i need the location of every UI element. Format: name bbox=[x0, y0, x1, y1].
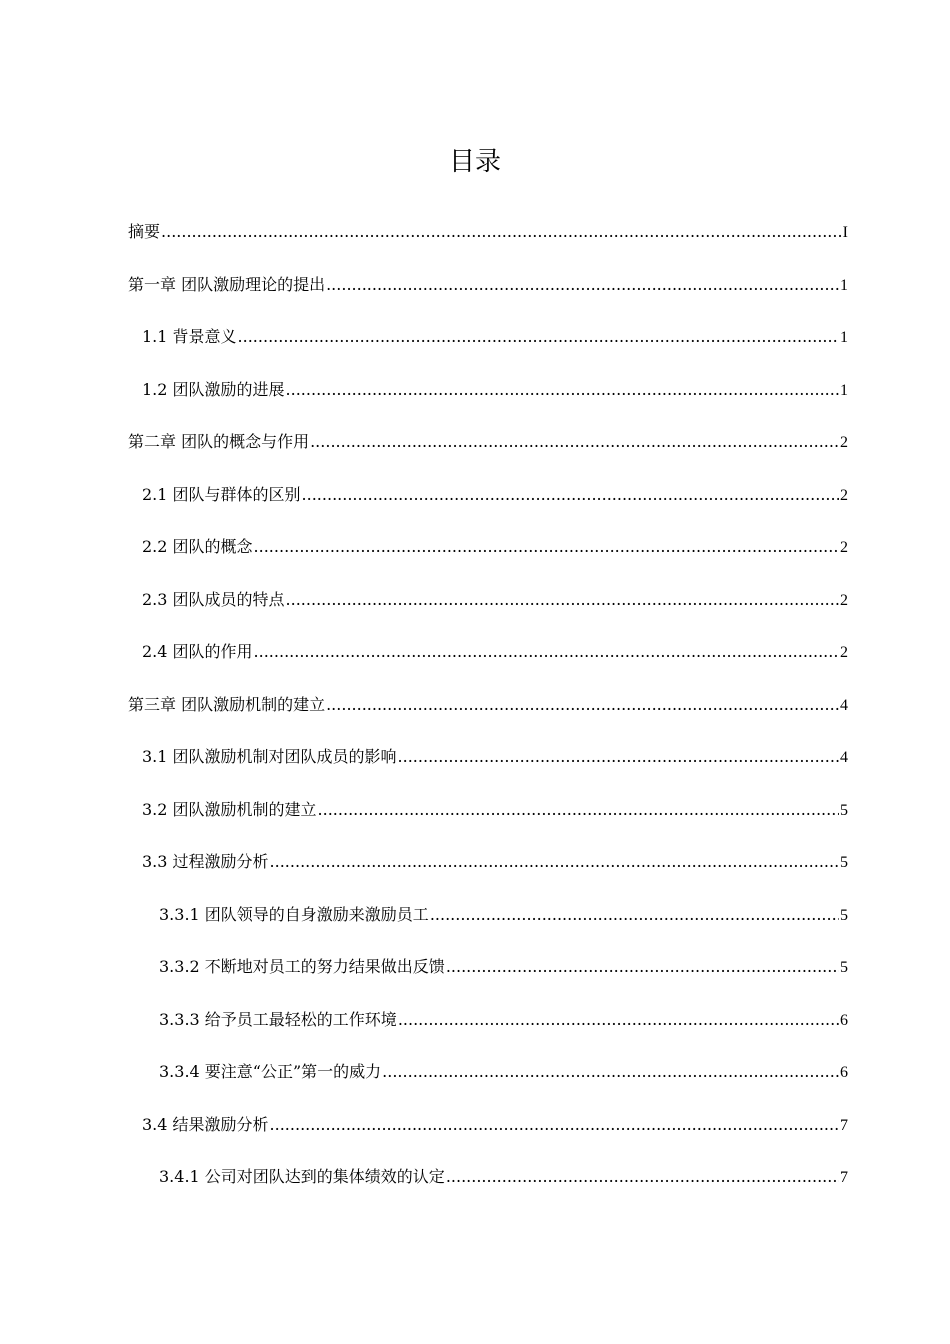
dot-leader bbox=[318, 795, 839, 825]
dot-leader bbox=[254, 532, 839, 562]
dot-leader bbox=[286, 585, 839, 615]
toc-entry-text: 3.3.3 给予员工最轻松的工作环境 bbox=[159, 1009, 397, 1029]
toc-entry-text: 3.3.1 团队领导的自身激励来激励员工 bbox=[159, 904, 429, 924]
dot-leader bbox=[270, 1110, 839, 1140]
toc-page-number: 2 bbox=[840, 591, 848, 609]
dot-leader bbox=[326, 270, 839, 300]
toc-entry[interactable] bbox=[128, 1162, 848, 1215]
toc-entry[interactable] bbox=[128, 900, 848, 953]
dot-leader bbox=[446, 952, 839, 982]
toc-entry-text: 3.3.2 不断地对员工的努力结果做出反馈 bbox=[159, 957, 445, 976]
toc-page-number: 1 bbox=[840, 276, 848, 294]
toc-entry[interactable] bbox=[128, 270, 848, 323]
dot-leader bbox=[238, 322, 839, 352]
dot-leader bbox=[382, 1057, 839, 1087]
toc-page-number: 2 bbox=[840, 539, 848, 556]
toc-entry[interactable] bbox=[128, 742, 848, 795]
dot-leader bbox=[286, 375, 839, 405]
toc-entry[interactable] bbox=[128, 690, 848, 743]
dot-leader bbox=[270, 847, 839, 877]
toc-entry-text: 2.4 团队的作用 bbox=[142, 642, 253, 661]
toc-page-number: 4 bbox=[840, 749, 848, 766]
toc-entry[interactable] bbox=[128, 1057, 848, 1110]
toc-page-number: 4 bbox=[840, 696, 848, 714]
toc-entry[interactable] bbox=[128, 795, 848, 848]
toc-page-number: 2 bbox=[840, 434, 848, 451]
toc-entry-text: 3.1 团队激励机制对团队成员的影响 bbox=[142, 747, 397, 766]
dot-leader bbox=[398, 742, 839, 772]
toc-page-number: 6 bbox=[840, 1011, 848, 1029]
toc-entry-text: 3.3 过程激励分析 bbox=[142, 852, 269, 871]
toc-entry[interactable] bbox=[128, 952, 848, 1005]
dot-leader bbox=[302, 480, 839, 510]
toc-entry[interactable] bbox=[128, 217, 848, 270]
toc-page-number: 1 bbox=[840, 329, 848, 346]
toc-entry[interactable] bbox=[128, 427, 848, 480]
toc-page-number: 7 bbox=[840, 1169, 848, 1186]
toc-page-number: 2 bbox=[840, 644, 848, 661]
dot-leader bbox=[446, 1162, 839, 1192]
toc-entry-text: 摘要 bbox=[128, 222, 161, 241]
toc-page-number: 7 bbox=[840, 1116, 848, 1134]
table-of-contents bbox=[128, 217, 848, 1215]
dot-leader bbox=[326, 690, 839, 720]
dot-leader bbox=[161, 217, 842, 247]
toc-entry-text: 2.1 团队与群体的区别 bbox=[142, 484, 301, 504]
page-title: 目录 bbox=[448, 147, 501, 177]
dot-leader bbox=[430, 900, 839, 930]
toc-entry-text: 3.4.1 公司对团队达到的集体绩效的认定 bbox=[159, 1167, 445, 1186]
toc-entry-text: 3.2 团队激励机制的建立 bbox=[142, 799, 317, 819]
toc-entry[interactable] bbox=[128, 1110, 848, 1163]
toc-page-number: 5 bbox=[840, 801, 848, 819]
toc-page-number: 6 bbox=[840, 1064, 848, 1081]
toc-page-number: 2 bbox=[840, 486, 848, 504]
toc-entry-text: 1.1 背景意义 bbox=[142, 327, 237, 346]
toc-entry-text: 3.4 结果激励分析 bbox=[142, 1114, 269, 1134]
toc-entry-text: 2.3 团队成员的特点 bbox=[142, 589, 285, 609]
toc-entry[interactable] bbox=[128, 585, 848, 638]
toc-entry[interactable] bbox=[128, 480, 848, 533]
toc-entry[interactable] bbox=[128, 1005, 848, 1058]
toc-page-number: 1 bbox=[840, 381, 848, 399]
toc-page-number: I bbox=[842, 224, 848, 241]
dot-leader bbox=[398, 1005, 839, 1035]
toc-entry-text: 第一章 团队激励理论的提出 bbox=[128, 274, 326, 294]
toc-entry-text: 第三章 团队激励机制的建立 bbox=[128, 694, 326, 714]
toc-entry-text: 3.3.4 要注意“公正”第一的威力 bbox=[159, 1062, 382, 1081]
toc-entry-text: 第二章 团队的概念与作用 bbox=[128, 432, 310, 451]
toc-entry-text: 1.2 团队激励的进展 bbox=[142, 379, 285, 399]
toc-entry[interactable] bbox=[128, 375, 848, 428]
dot-leader bbox=[254, 637, 839, 667]
toc-entry[interactable] bbox=[128, 322, 848, 375]
toc-page-number: 5 bbox=[840, 854, 848, 871]
toc-entry-text: 2.2 团队的概念 bbox=[142, 537, 253, 556]
toc-page-number: 5 bbox=[840, 959, 848, 976]
dot-leader bbox=[310, 427, 839, 457]
toc-entry[interactable] bbox=[128, 532, 848, 585]
toc-entry[interactable] bbox=[128, 847, 848, 900]
toc-page-number: 5 bbox=[840, 906, 848, 924]
toc-entry[interactable] bbox=[128, 637, 848, 690]
